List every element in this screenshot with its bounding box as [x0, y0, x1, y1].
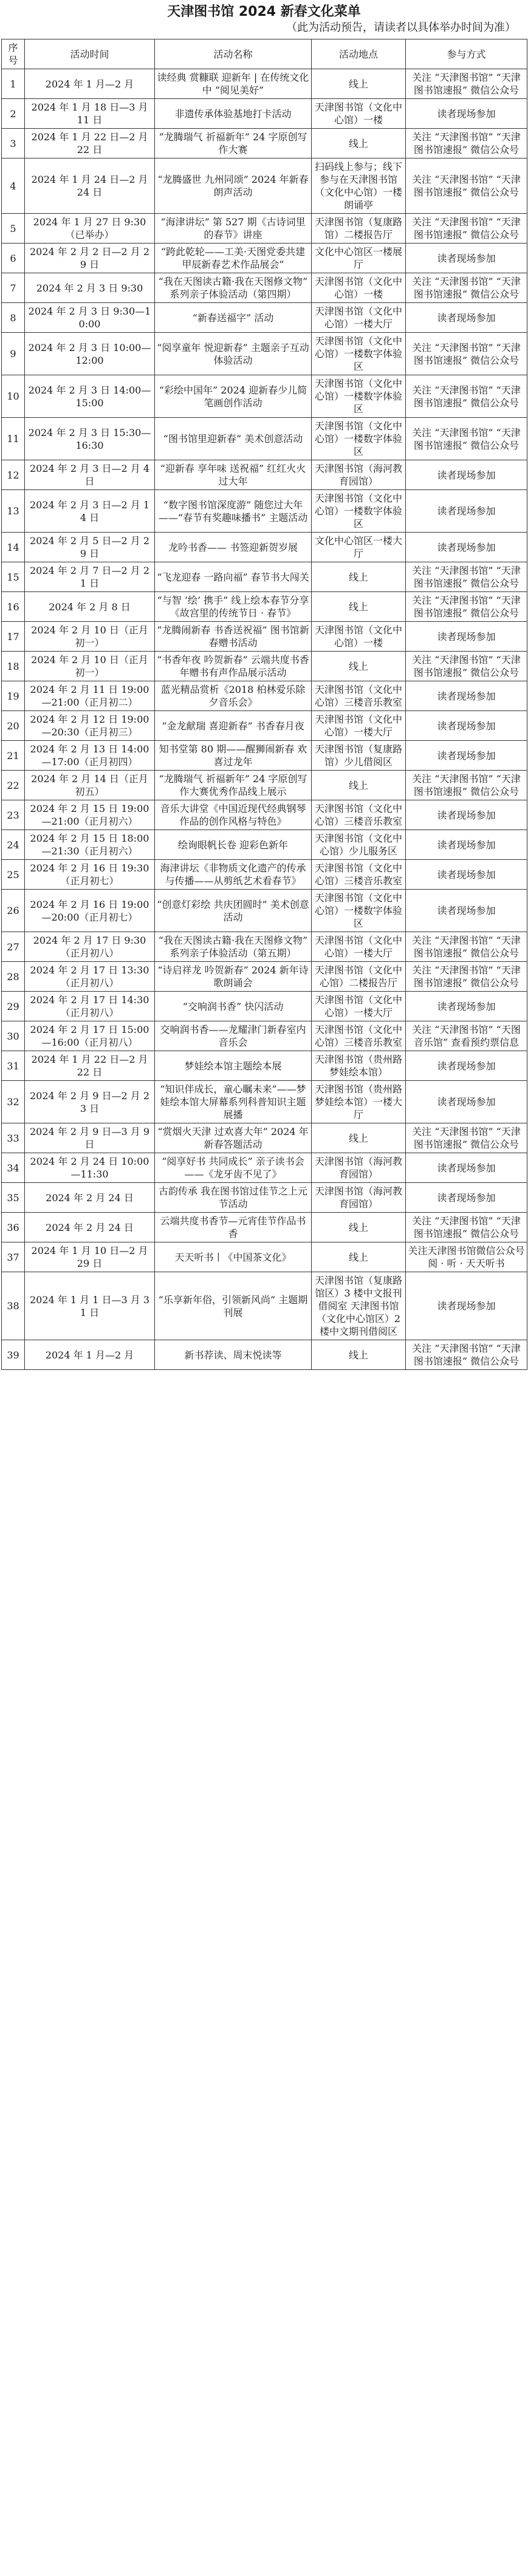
cell-name: “与智 ‘绘’ 携手” 线上绘本春节分享《故宫里的传统节日 · 春节》 [155, 592, 312, 622]
cell-name: “乐享新年俗，引领新风尚” 主题期刊展 [155, 1272, 312, 1340]
cell-no: 16 [2, 592, 25, 622]
cell-no: 30 [2, 1021, 25, 1051]
cell-method: 关注 “天津图书馆” “天津图书馆速报” 微信公众号 [406, 333, 527, 375]
cell-no: 7 [2, 273, 25, 303]
cell-name: “龙腾瑞气 祈福新年” 24 字原创写作大赛优秀作品线上展示 [155, 771, 312, 800]
table-row [2, 418, 527, 460]
cell-place: 天津图书馆（文化中心馆）一楼数字体验区 [312, 890, 406, 932]
cell-no: 21 [2, 741, 25, 771]
cell-method: 读者现场参加 [406, 490, 527, 533]
cell-method: 读者现场参加 [406, 460, 527, 490]
cell-time: 2024 年 2 月 5 日—2 月 29 日 [25, 533, 155, 562]
page-subtitle: （此为活动预告，请读者以具体举办时间为准） [286, 21, 516, 34]
cell-no: 5 [2, 214, 25, 244]
cell-name: “金龙献瑞 喜迎新春” 书香春月夜 [155, 711, 312, 741]
cell-place: 天津图书馆（海河教育园馆） [312, 460, 406, 490]
cell-time: 2024 年 1 月 18 日—3 月 11 日 [25, 99, 155, 129]
table-row [2, 158, 527, 214]
cell-name: “交响润书香” 快闪活动 [155, 992, 312, 1021]
cell-name: 古韵传承 我在图书馆过佳节之上元节活动 [155, 1183, 312, 1213]
cell-time: 2024 年 2 月 9 日—3 月 9 日 [25, 1123, 155, 1153]
table-row [2, 992, 527, 1021]
table-row [2, 303, 527, 333]
cell-no: 6 [2, 244, 25, 273]
cell-name: “龙腾瑞气 祈福新年” 24 字原创写作大赛 [155, 129, 312, 158]
cell-method: 读者现场参加 [406, 1081, 527, 1123]
cell-place: 天津图书馆（文化中心馆）三楼音乐教室 [312, 800, 406, 830]
cell-place: 天津图书馆（复康路馆）少儿借阅区 [312, 741, 406, 771]
cell-name: “飞龙迎春 一路向福” 春节书大闯关 [155, 562, 312, 592]
cell-no: 13 [2, 490, 25, 533]
cell-time: 2024 年 2 月 3 日 15:30—16:30 [25, 418, 155, 460]
table-row [2, 741, 527, 771]
cell-time: 2024 年 2 月 3 日 10:00—12:00 [25, 333, 155, 375]
cell-time: 2024 年 2 月 2 日—2 月 29 日 [25, 244, 155, 273]
cell-method: 关注 “天津图书馆” “天图音乐馆” 查看预约票信息 [406, 1021, 527, 1051]
cell-place: 线上 [312, 1123, 406, 1153]
cell-place: 线上 [312, 592, 406, 622]
cell-no: 11 [2, 418, 25, 460]
cell-no: 4 [2, 158, 25, 214]
cell-place: 文化中心馆区一楼大厅 [312, 533, 406, 562]
cell-time: 2024 年 2 月 15 日 19:00—21:00（正月初六） [25, 800, 155, 830]
table-body [2, 69, 527, 1370]
cell-method: 读者现场参加 [406, 1153, 527, 1183]
cell-place: 线上 [312, 652, 406, 681]
schedule-table [1, 39, 527, 1370]
cell-no: 39 [2, 1340, 25, 1370]
table-row [2, 490, 527, 533]
page-title: 天津图书馆 2024 新春文化菜单 [167, 4, 361, 19]
cell-no: 12 [2, 460, 25, 490]
cell-name: “诗启祥龙 吟贺新春” 2024 新年诗歌朗诵会 [155, 962, 312, 992]
table-row [2, 1021, 527, 1051]
cell-place: 线上 [312, 1242, 406, 1272]
cell-time: 2024 年 2 月 7 日—2 月 21 日 [25, 562, 155, 592]
cell-name: 蓝光精品赏析《2018 柏林爱乐除夕音乐会》 [155, 681, 312, 711]
cell-method: 关注 “天津图书馆” “天津图书馆速报” 微信公众号 [406, 592, 527, 622]
cell-time: 2024 年 2 月 16 日 19:00—20:00（正月初七） [25, 890, 155, 932]
cell-no: 1 [2, 69, 25, 99]
cell-no: 27 [2, 932, 25, 962]
cell-name: 非遗传承体验基地打卡活动 [155, 99, 312, 129]
cell-no: 28 [2, 962, 25, 992]
cell-method: 读者现场参加 [406, 244, 527, 273]
cell-time: 2024 年 2 月 3 日 14:00—15:00 [25, 375, 155, 418]
cell-method: 读者现场参加 [406, 99, 527, 129]
cell-no: 22 [2, 771, 25, 800]
cell-no: 35 [2, 1183, 25, 1213]
table-row [2, 1123, 527, 1153]
cell-time: 2024 年 2 月 3 日 9:30—10:00 [25, 303, 155, 333]
header-no: 序号 [2, 39, 25, 69]
cell-method: 读者现场参加 [406, 1183, 527, 1213]
cell-name: 云端共度书香节—元宵佳节作品书香 [155, 1213, 312, 1242]
cell-place: 天津图书馆（海河教育园馆） [312, 1153, 406, 1183]
cell-time: 2024 年 2 月 11 日 19:00—21:00（正月初二） [25, 681, 155, 711]
table-row [2, 460, 527, 490]
cell-time: 2024 年 1 月—2 月 [25, 1340, 155, 1370]
cell-time: 2024 年 2 月 24 日 [25, 1183, 155, 1213]
cell-place: 天津图书馆（文化中心馆）一楼数字体验区 [312, 490, 406, 533]
cell-method: 关注 “天津图书馆” “天津图书馆速报” 微信公众号 [406, 214, 527, 244]
cell-method: 关注 “天津图书馆” “天津图书馆速报” 微信公众号 [406, 418, 527, 460]
cell-name: “书香年夜 吟贺新春” 云端共度书香年赠书有声作品展示活动 [155, 652, 312, 681]
cell-no: 15 [2, 562, 25, 592]
cell-place: 扫码线上参与；线下参与在天津图书馆（文化中心馆）一楼朗诵亭 [312, 158, 406, 214]
table-row [2, 244, 527, 273]
cell-method: 读者现场参加 [406, 303, 527, 333]
cell-no: 33 [2, 1123, 25, 1153]
cell-place: 线上 [312, 1340, 406, 1370]
table-row [2, 69, 527, 99]
cell-time: 2024 年 1 月 22 日—2 月 22 日 [25, 1051, 155, 1081]
cell-name: “数字图书馆深度游” 随您过大年——“春节有奖趣味播书” 主题活动 [155, 490, 312, 533]
cell-time: 2024 年 1 月 10 日—2 月 29 日 [25, 1242, 155, 1272]
table-row [2, 771, 527, 800]
table-row [2, 932, 527, 962]
cell-place: 天津图书馆（贵州路梦娃绘本馆） [312, 1051, 406, 1081]
cell-no: 20 [2, 711, 25, 741]
cell-no: 18 [2, 652, 25, 681]
table-row [2, 622, 527, 652]
cell-time: 2024 年 1 月 1 日—3 月 31 日 [25, 1272, 155, 1340]
cell-time: 2024 年 2 月 17 日 14:30（正月初八） [25, 992, 155, 1021]
cell-time: 2024 年 2 月 17 日 13:30（正月初八） [25, 962, 155, 992]
cell-time: 2024 年 2 月 17 日 15:00—16:00（正月初八） [25, 1021, 155, 1051]
cell-method: 读者现场参加 [406, 622, 527, 652]
cell-place: 天津图书馆（文化中心馆）一楼大厅 [312, 992, 406, 1021]
cell-method: 读者现场参加 [406, 800, 527, 830]
cell-no: 17 [2, 622, 25, 652]
cell-method: 关注 “天津图书馆” “天津图书馆速报” 微信公众号 [406, 652, 527, 681]
table-row [2, 129, 527, 158]
cell-time: 2024 年 2 月 10 日（正月初一） [25, 622, 155, 652]
cell-method: 关注 “天津图书馆” “天津图书馆速报” 微信公众号 [406, 273, 527, 303]
cell-name: “迎新春 享年味 送祝福” 红红火火过大年 [155, 460, 312, 490]
cell-no: 23 [2, 800, 25, 830]
table-row [2, 962, 527, 992]
cell-time: 2024 年 2 月 8 日 [25, 592, 155, 622]
cell-no: 34 [2, 1153, 25, 1183]
cell-time: 2024 年 2 月 12 日 19:00—20:30（正月初三） [25, 711, 155, 741]
cell-place: 线上 [312, 129, 406, 158]
table-row [2, 214, 527, 244]
cell-name: 交响润书香——龙耀津门新春室内音乐会 [155, 1021, 312, 1051]
cell-place: 天津图书馆（文化中心馆）少儿服务区 [312, 830, 406, 860]
cell-place: 天津图书馆（文化中心馆）一楼 [312, 273, 406, 303]
cell-no: 14 [2, 533, 25, 562]
header-place: 活动地点 [312, 39, 406, 69]
cell-method: 关注 “天津图书馆” “天津图书馆速报” 微信公众号 [406, 1213, 527, 1242]
cell-no: 9 [2, 333, 25, 375]
table-row [2, 1051, 527, 1081]
cell-time: 2024 年 1 月 22 日—2 月 22 日 [25, 129, 155, 158]
table-header-row [2, 39, 527, 69]
table-row [2, 99, 527, 129]
cell-place: 天津图书馆（文化中心馆）三楼音乐教室 [312, 1021, 406, 1051]
cell-no: 25 [2, 860, 25, 890]
cell-name: 绘询眼帆长卷 迎彩色新年 [155, 830, 312, 860]
table-row [2, 1242, 527, 1272]
cell-no: 38 [2, 1272, 25, 1340]
cell-place: 天津图书馆（复康路馆区）3 楼中文报刊借阅室 天津图书馆（文化中心馆区）2 楼中文期刊借阅区 [312, 1272, 406, 1340]
cell-time: 2024 年 2 月 3 日—2 月 14 日 [25, 490, 155, 533]
cell-method: 读者现场参加 [406, 681, 527, 711]
cell-method: 读者现场参加 [406, 1051, 527, 1081]
cell-method: 读者现场参加 [406, 711, 527, 741]
cell-time: 2024 年 2 月 3 日—2 月 4 日 [25, 460, 155, 490]
table-row [2, 562, 527, 592]
table-row [2, 652, 527, 681]
cell-no: 32 [2, 1081, 25, 1123]
header-name: 活动名称 [155, 39, 312, 69]
cell-method: 读者现场参加 [406, 992, 527, 1021]
cell-method: 关注 “天津图书馆” “天津图书馆速报” 微信公众号 [406, 129, 527, 158]
cell-no: 2 [2, 99, 25, 129]
cell-time: 2024 年 2 月 16 日 19:30（正月初七） [25, 860, 155, 890]
table-row [2, 1213, 527, 1242]
cell-name: 音乐大讲堂《中国近现代经典钢琴作品的创作风格与特色》 [155, 800, 312, 830]
table-row [2, 681, 527, 711]
cell-name: “龙腾闹新春 书香送祝福” 图书馆新春赠书活动 [155, 622, 312, 652]
cell-name: “跨此乾轮——工美·天图党委共建甲辰新春艺术作品展会” [155, 244, 312, 273]
cell-method: 读者现场参加 [406, 1272, 527, 1340]
cell-method: 读者现场参加 [406, 741, 527, 771]
cell-place: 天津图书馆（文化中心馆）一楼大厅 [312, 932, 406, 962]
cell-time: 2024 年 2 月 3 日 9:30 [25, 273, 155, 303]
table-row [2, 860, 527, 890]
cell-method: 关注 “天津图书馆” “天津图书馆速报” 微信公众号 [406, 771, 527, 800]
cell-name: “阅享童年 悦迎新春” 主题亲子互动体验活动 [155, 333, 312, 375]
cell-name: “知识伴成长，童心瞩未来”——梦娃绘本馆大屏幕系列科普知识主题展播 [155, 1081, 312, 1123]
header-time: 活动时间 [25, 39, 155, 69]
cell-no: 26 [2, 890, 25, 932]
cell-method: 关注 “天津图书馆” “天津图书馆速报” 微信公众号 [406, 562, 527, 592]
table-row [2, 1183, 527, 1213]
cell-place: 线上 [312, 562, 406, 592]
cell-name: “阅享好书 共同成长” 亲子读书会——《龙牙齿不见了》 [155, 1153, 312, 1183]
cell-place: 线上 [312, 1213, 406, 1242]
table-row [2, 1272, 527, 1340]
cell-place: 天津图书馆（文化中心馆）一楼 [312, 99, 406, 129]
cell-method: 关注 “天津图书馆” “天津图书馆速报” 微信公众号 [406, 932, 527, 962]
cell-time: 2024 年 2 月 24 日 [25, 1213, 155, 1242]
cell-no: 31 [2, 1051, 25, 1081]
cell-place: 天津图书馆（文化中心馆）一楼数字体验区 [312, 375, 406, 418]
cell-name: 海津讲坛《非物质文化遗产的传承与传播——从剪纸艺术看春节》 [155, 860, 312, 890]
cell-name: “彩绘中国年” 2024 迎新春少儿简笔画创作活动 [155, 375, 312, 418]
table-row [2, 1340, 527, 1370]
cell-name: “图书馆里迎新春” 美术创意活动 [155, 418, 312, 460]
cell-method: 关注 “天津图书馆” “天津图书馆速报” 微信公众号 [406, 158, 527, 214]
cell-name: 读经典 赏糠联 迎新年 | 在传统文化中 “阅见美好” [155, 69, 312, 99]
cell-name: 梦娃绘本馆主题绘本展 [155, 1051, 312, 1081]
table-row [2, 890, 527, 932]
table-row [2, 830, 527, 860]
cell-method: 关注 “天津图书馆” “天津图书馆速报” 微信公众号 [406, 1340, 527, 1370]
cell-time: 2024 年 2 月 24 日 10:00—11:30 [25, 1153, 155, 1183]
cell-no: 3 [2, 129, 25, 158]
table-row [2, 1081, 527, 1123]
cell-name: “我在天图读古籍·我在天图修文物” 系列亲子体验活动（第五期） [155, 932, 312, 962]
cell-place: 天津图书馆（文化中心馆）一楼数字体验区 [312, 418, 406, 460]
cell-place: 天津图书馆（文化中心馆）三楼音乐教室 [312, 860, 406, 890]
cell-name: “创意灯彩绘 共庆团圆时” 美术创意活动 [155, 890, 312, 932]
cell-no: 24 [2, 830, 25, 860]
cell-name: “龙腾盛世 九州同颂” 2024 年新春朗声活动 [155, 158, 312, 214]
cell-method: 关注天津图书馆微信公众号 阅 · 听 · 天天听书 [406, 1242, 527, 1272]
cell-method: 关注 “天津图书馆” “天津图书馆速报” 微信公众号 [406, 962, 527, 992]
cell-method: 读者现场参加 [406, 533, 527, 562]
cell-no: 37 [2, 1242, 25, 1272]
cell-place: 线上 [312, 771, 406, 800]
cell-time: 2024 年 2 月 17 日 9:30（正月初八） [25, 932, 155, 962]
cell-place: 天津图书馆（文化中心馆）一楼数字体验区 [312, 333, 406, 375]
cell-method: 关注 “天津图书馆” “天津图书馆速报” 微信公众号 [406, 1123, 527, 1153]
cell-place: 线上 [312, 69, 406, 99]
table-row [2, 1153, 527, 1183]
cell-place: 天津图书馆（复康路馆）二楼报告厅 [312, 214, 406, 244]
table-row [2, 273, 527, 303]
header-method: 参与方式 [406, 39, 527, 69]
cell-name: “海津讲坛” 第 527 期《古诗词里的春节》讲座 [155, 214, 312, 244]
cell-method: 关注 “天津图书馆” “天津图书馆速报” 微信公众号 [406, 69, 527, 99]
cell-time: 2024 年 2 月 15 日 18:00—21:30（正月初六） [25, 830, 155, 860]
table-row [2, 375, 527, 418]
cell-place: 天津图书馆（海河教育园馆） [312, 1183, 406, 1213]
cell-time: 2024 年 2 月 9 日—2 月 23 日 [25, 1081, 155, 1123]
cell-place: 天津图书馆（文化中心馆）二楼报告厅 [312, 962, 406, 992]
cell-method: 读者现场参加 [406, 860, 527, 890]
cell-name: 天天听书丨《中国茶文化》 [155, 1242, 312, 1272]
cell-place: 天津图书馆（文化中心馆）一楼大厅 [312, 303, 406, 333]
cell-name: 知书堂第 80 期——醒狮闹新春 欢喜过龙年 [155, 741, 312, 771]
cell-place: 天津图书馆（文化中心馆）一楼大厅 [312, 711, 406, 741]
cell-time: 2024 年 2 月 13 日 14:00—17:00（正月初四） [25, 741, 155, 771]
cell-name: 新书荐读、周末悦读等 [155, 1340, 312, 1370]
cell-place: 文化中心馆区一楼展厅 [312, 244, 406, 273]
cell-name: 龙吟书香—— 书签迎新贺岁展 [155, 533, 312, 562]
cell-method: 关注 “天津图书馆” “天津图书馆速报” 微信公众号 [406, 375, 527, 418]
cell-time: 2024 年 1 月 24 日—2 月 24 日 [25, 158, 155, 214]
cell-no: 36 [2, 1213, 25, 1242]
table-row [2, 800, 527, 830]
cell-place: 天津图书馆（贵州路梦娃绘本馆）一楼大厅 [312, 1081, 406, 1123]
cell-place: 天津图书馆（文化中心馆）三楼音乐教室 [312, 681, 406, 711]
table-row [2, 711, 527, 741]
cell-time: 2024 年 1 月 27 日 9:30（已举办） [25, 214, 155, 244]
cell-no: 8 [2, 303, 25, 333]
cell-place: 天津图书馆（文化中心馆）一楼 [312, 622, 406, 652]
table-row [2, 333, 527, 375]
cell-time: 2024 年 1 月—2 月 [25, 69, 155, 99]
table-row [2, 592, 527, 622]
cell-no: 10 [2, 375, 25, 418]
cell-time: 2024 年 2 月 14 日（正月初五） [25, 771, 155, 800]
cell-method: 读者现场参加 [406, 830, 527, 860]
cell-method: 读者现场参加 [406, 890, 527, 932]
cell-time: 2024 年 2 月 10 日（正月初一） [25, 652, 155, 681]
cell-name: “赏烟火天津 过欢喜大年” 2024 年新春答题活动 [155, 1123, 312, 1153]
table-row [2, 533, 527, 562]
cell-name: “新春送福字” 活动 [155, 303, 312, 333]
cell-no: 19 [2, 681, 25, 711]
cell-no: 29 [2, 992, 25, 1021]
cell-name: “我在天图读古籍·我在天图修文物” 系列亲子体验活动（第四期） [155, 273, 312, 303]
